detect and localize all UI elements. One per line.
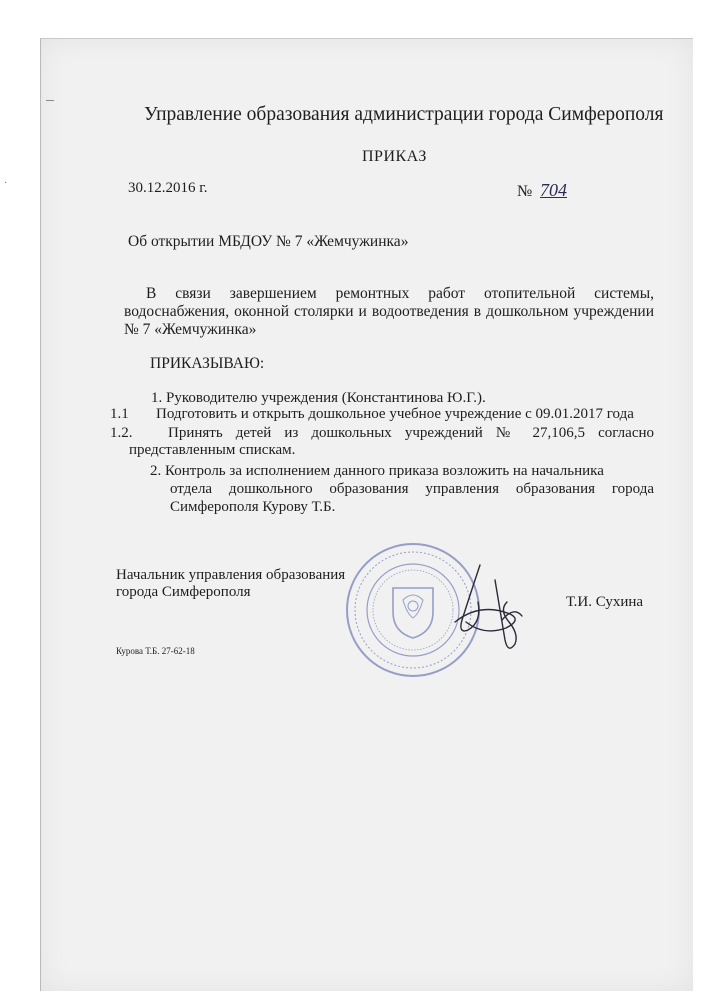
signatory-name: Т.И. Сухина: [566, 594, 644, 610]
order-word: ПРИКАЗЫВАЮ:: [150, 355, 265, 372]
preamble-paragraph: [124, 285, 654, 339]
handwritten-signature-icon: [440, 560, 530, 660]
scan-mark: [46, 100, 54, 101]
document-date: 30.12.2016 г.: [128, 180, 208, 196]
signatory-role-line-2: города Симферополя: [116, 584, 251, 600]
document-number-value: 704: [540, 180, 567, 200]
item-2-line-a: 2. Контроль за исполнением данного приказа возложить на начальника: [150, 463, 604, 479]
item-1-2-number: 1.2.: [110, 425, 133, 441]
preamble-text: В связи завершением ремонтных работ отопительной системы, водоснабжения, оконной столярки и водоотведения в дошкольном учреждении № 7 «Жемчужинка»: [124, 285, 654, 338]
signatory-role-line-1: Начальник управления образования: [116, 567, 346, 583]
footer-contact: Курова Т.Б. 27-62-18: [116, 646, 195, 656]
item-1-2: Принять детей из дошкольных учреждений № 27,106,5 согласно: [168, 425, 654, 441]
item-1-2-continuation: представленным спискам.: [129, 442, 296, 458]
item-2: [150, 462, 654, 516]
document-title: ПРИКАЗ: [362, 148, 427, 165]
item-1-1: Подготовить и открыть дошкольное учебное учреждение с 09.01.2017 года: [156, 406, 634, 422]
document-subject: Об открытии МБДОУ № 7 «Жемчужинка»: [128, 233, 409, 250]
document-header: Управление образования администрации города Симферополя: [144, 104, 664, 125]
item-2-line-b: отдела дошкольного образования управления образования города Симферополя Курову Т.Б.: [170, 481, 654, 515]
item-1-1-number: 1.1: [110, 406, 129, 422]
document-number-label: №: [517, 183, 533, 200]
scan-dots: ·: [4, 178, 8, 189]
item-1: 1. Руководителю учреждения (Константинова Ю.Г.).: [151, 390, 486, 406]
